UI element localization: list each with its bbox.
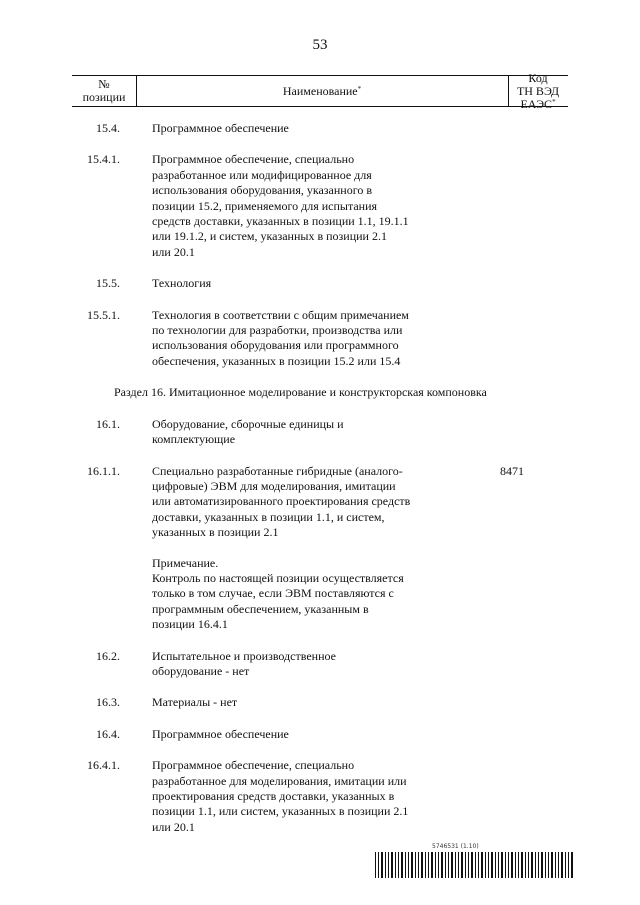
item-name-line: Программное обеспечение, специально [152,758,355,773]
barcode-bar [445,852,446,878]
item-name [152,121,442,136]
barcode-bar [491,852,493,878]
item-name-line: средств доставки, указанных в позиции 1.1, 19.1.1 [152,214,409,229]
barcode-bar [388,852,389,878]
table-row [72,121,568,136]
item-name [152,276,442,291]
item-name-line: оборудование - нет [152,663,250,678]
position-number: 16.1. [96,416,120,431]
barcode-bar [415,852,416,878]
header-code-sublabel: ТН ВЭД ЕАЭС [516,83,560,111]
position-number: 16.4.1. [87,758,120,773]
item-name-line: Специально разработанные гибридные (аналого- [152,463,403,478]
note-line: только в том случае, если ЭВМ поставляются с [152,586,394,601]
barcode-bar [551,852,553,878]
header-code [508,70,568,111]
item-name-line: разработанное или модифицированное для [152,167,372,182]
barcode-bar [391,852,393,878]
item-name-line: позиции 1.1, или систем, указанных в позиции 2.1 [152,804,409,819]
barcode-bar [458,852,459,878]
header-code-footnote-mark: * [552,97,556,106]
barcode-bar [431,852,433,878]
position-number: 16.1.1. [87,463,120,478]
barcode-bar [408,852,409,878]
header-num-symbol: № [98,77,110,91]
item-name [152,417,442,448]
barcode-bar [395,852,396,878]
barcode-bar [455,852,456,878]
item-name-line: комплектующие [152,432,236,447]
header-code-label: Код [528,70,548,85]
barcode-bar [541,852,543,878]
item-name [152,727,442,742]
barcode-bar [568,852,569,878]
barcode-bar [561,852,563,878]
barcode-bar [438,852,439,878]
item-name-line: позиции 15.2, применяемого для испытания [152,198,378,213]
barcode-bar [481,852,483,878]
item-name [152,649,442,680]
table-row [72,152,568,260]
barcode-bar [398,852,399,878]
item-name [152,152,442,260]
barcode-bar [468,852,469,878]
item-name-line: указанных в позиции 2.1 [152,525,279,540]
item-name [152,464,442,633]
item-name-line: обеспечения, указанных в позиции 15.2 или 15.4 [152,353,401,368]
barcode-bar [451,852,453,878]
table-row [72,695,568,710]
item-name-line: Программное обеспечение, специально [152,152,355,167]
header-name [136,76,509,106]
table-row [72,758,568,835]
position-number: 16.2. [96,648,120,663]
barcode-image [375,852,575,878]
barcode-bar [558,852,559,878]
position-number: 15.4. [96,121,120,135]
barcode-bar [501,852,503,878]
position-number: 15.4.1. [87,152,120,167]
item-name-line: Технология [152,276,212,291]
barcode-bar [418,852,419,878]
item-name-line: использования оборудования или программного [152,338,399,353]
barcode-bar [488,852,489,878]
barcode-bar [545,852,546,878]
table-header [72,70,568,111]
item-name-line: Испытательное и производственное [152,648,336,663]
barcode-bar [401,852,403,878]
barcode-bar [461,852,463,878]
barcode-bar [428,852,429,878]
item-name-line: или 19.1.2, и систем, указанных в позиции 2.1 [152,229,387,244]
table-row [72,308,568,370]
position-number: 16.3. [96,695,120,710]
position-number: 16.4. [96,726,120,741]
tn-ved-code: 8471 [500,463,524,478]
barcode-bar [495,852,496,878]
barcode-bar [535,852,536,878]
table-body [72,121,568,851]
note-spacer [152,541,442,556]
item-name [152,758,442,835]
item-name-line: проектирования средств доставки, указанных в [152,789,395,803]
barcode-bar [485,852,486,878]
item-name-line: или автоматизированного проектирования средств [152,494,411,509]
item-name-line: Технология в соответствии с общим примечанием [152,307,409,322]
barcode-bar [521,852,523,878]
barcode-bar [548,852,549,878]
note-title: Примечание. [152,555,219,570]
barcode-bar [538,852,539,878]
barcode-bar [375,852,376,878]
item-name-line: разработанное для моделирования, имитации или [152,773,407,788]
page-number: 53 [312,37,328,53]
barcode-bar [421,852,423,878]
position-number: 15.5.1. [87,307,120,322]
item-name-line: Материалы - нет [152,695,238,710]
barcode-bar [498,852,499,878]
barcode-bar [441,852,443,878]
section-title: Раздел 16. Имитационное моделирование и конструкторская компоновка [114,385,487,400]
item-name-line: Программное обеспечение [152,726,289,741]
table-row [72,417,568,448]
barcode-bar [475,852,476,878]
barcode-bar [515,852,516,878]
item-name-line: по технологии для разработки, производства или [152,323,403,338]
table-row [72,649,568,680]
note-line: программным обеспечением, указанным в [152,601,369,616]
barcode-bar [448,852,449,878]
note-line: позиции 16.4.1 [152,617,228,632]
barcode-caption: 5746531 (1.10) [432,843,479,850]
barcode-bar [528,852,529,878]
barcode-bar [381,852,383,878]
barcode-bar [505,852,506,878]
position-number: 15.5. [96,276,120,291]
item-name-line: или 20.1 [152,244,195,259]
barcode-bar [511,852,513,878]
barcode-bar [518,852,519,878]
barcode-bar [425,852,426,878]
barcode-bar [385,852,386,878]
barcode-bar [531,852,533,878]
table-row [72,727,568,742]
barcode-bar [471,852,473,878]
item-name [152,695,442,710]
barcode-bar [405,852,406,878]
table-row [72,464,568,633]
item-name-line: цифровые) ЭВМ для моделирования, имитации [152,478,396,493]
barcode-bar [435,852,436,878]
barcode-bar [565,852,566,878]
header-num-label: позиции [82,90,126,104]
barcode-bar [525,852,526,878]
item-name-line: использования оборудования, указанного в [152,183,373,198]
barcode-bar [411,852,413,878]
barcode-bar [508,852,509,878]
header-position-number [72,76,137,106]
note-line: Контроль по настоящей позиции осуществляется [152,570,404,585]
item-name-line: или 20.1 [152,819,195,834]
barcode-bar [555,852,556,878]
barcode-bar [571,852,573,878]
item-name-line: доставки, указанных в позиции 1.1, и систем, [152,509,385,524]
barcode-bar [478,852,479,878]
item-name [152,308,442,370]
header-name-label: Наименование [282,83,358,98]
header-name-footnote-mark: * [357,84,362,93]
item-name-line: Программное обеспечение [152,121,289,135]
table-row [72,276,568,291]
barcode-bar [378,852,379,878]
item-name-line: Оборудование, сборочные единицы и [152,416,344,431]
barcode-bar [465,852,466,878]
